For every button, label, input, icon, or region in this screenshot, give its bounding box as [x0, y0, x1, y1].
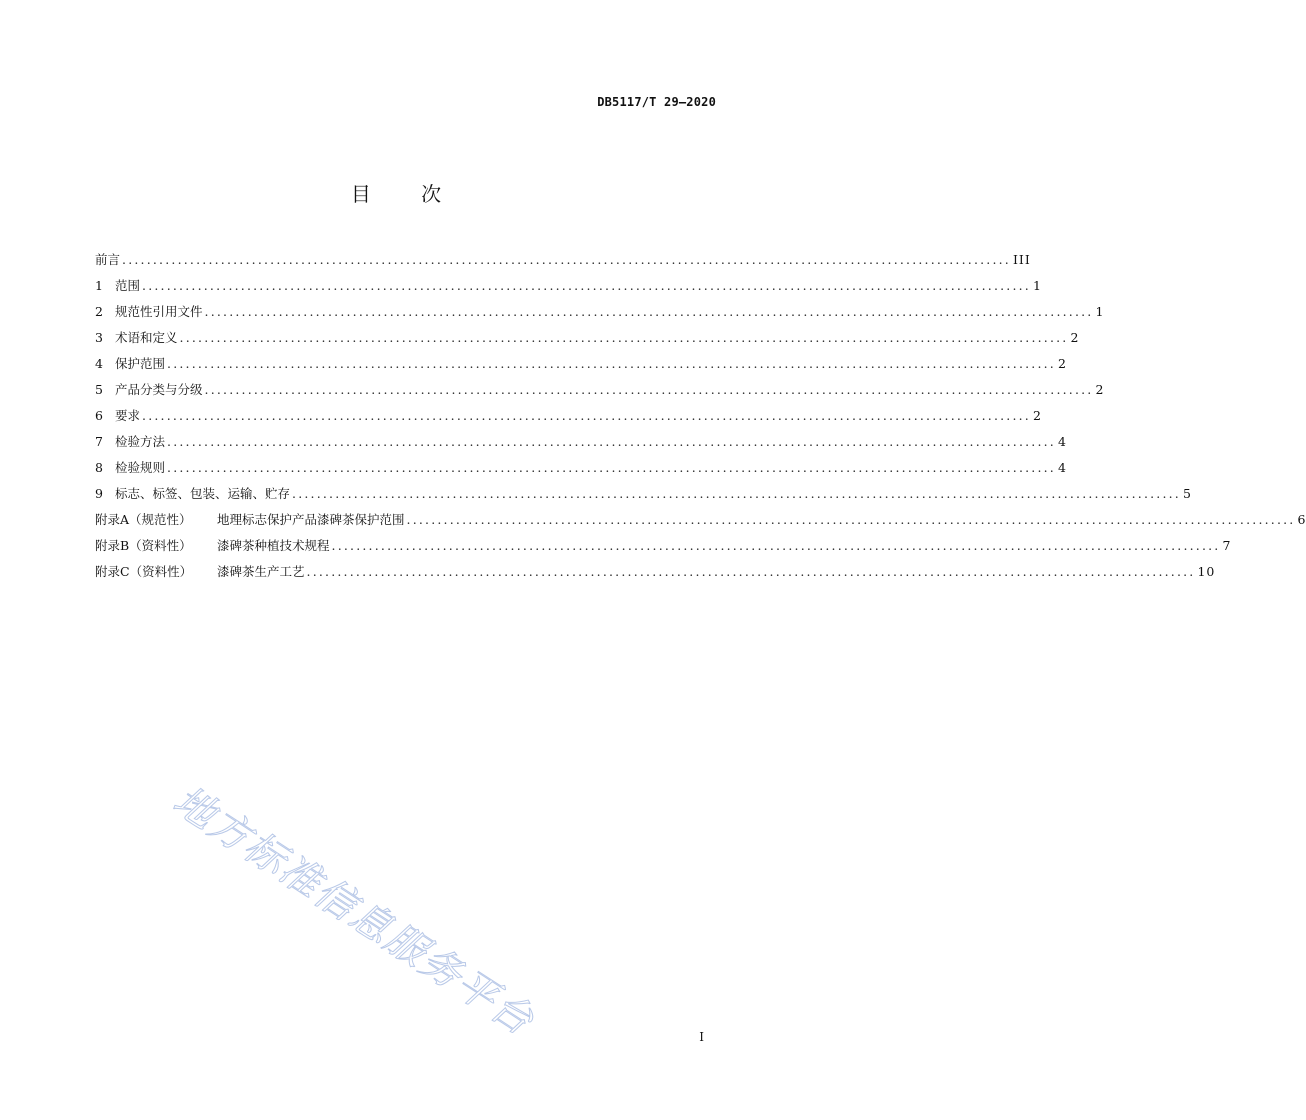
toc-item-label: 范围: [115, 278, 141, 293]
standard-code: DB5117/T 29—2020: [597, 95, 716, 109]
toc-item-label: 标志、标签、包装、运输、贮存: [115, 486, 291, 501]
toc-item-number: 1: [95, 278, 103, 293]
watermark-text: 地方标准信息服务平台: [165, 777, 543, 1045]
toc-item-label: 要求: [115, 408, 141, 423]
toc-leader-dots: ................................................................................................................................................: [406, 512, 1296, 527]
toc-leader-dots: ................................................................................................................................................: [167, 460, 1056, 475]
toc-item-label: 规范性引用文件: [115, 304, 203, 319]
toc-item[interactable]: [95, 458, 1067, 484]
toc-item-number: 2: [95, 304, 103, 319]
toc-appendix-item[interactable]: [95, 562, 1216, 588]
toc-item-page: 5: [1182, 486, 1192, 501]
toc-item-label: 检验规则: [115, 460, 166, 475]
toc-item-number: 8: [95, 460, 103, 475]
toc-appendix-entry: [95, 536, 330, 554]
toc-item-label: 保护范围: [115, 356, 166, 371]
toc-leader-dots: ................................................................................................................................................: [306, 564, 1196, 579]
toc-item-page: 4: [1057, 460, 1067, 475]
toc-item[interactable]: [95, 354, 1067, 380]
appendix-prefix: 附录C（资料性）: [95, 564, 193, 579]
toc-item-number: 7: [95, 434, 103, 449]
toc-leader-dots: ................................................................................................................................................: [331, 538, 1221, 553]
toc-leader-dots: ................................................................................................................................................: [204, 382, 1094, 397]
toc-item-page: 1: [1032, 278, 1042, 293]
toc-item[interactable]: [95, 432, 1067, 458]
toc-leader-dots: ................................................................................................................................................: [142, 408, 1031, 423]
toc-item-number: 9: [95, 486, 103, 501]
page-title: 目 次: [350, 182, 464, 206]
toc-item-label: 漆碑茶生产工艺: [217, 564, 305, 579]
toc-item-page: 1: [1095, 304, 1105, 319]
toc-item-label: 术语和定义: [115, 330, 178, 345]
toc-item-page: 2: [1095, 382, 1105, 397]
toc-leader-dots: ................................................................................................................................................: [167, 356, 1056, 371]
toc-appendix-entry: [95, 510, 405, 528]
toc-item[interactable]: [95, 380, 1105, 406]
toc-leader-dots: ................................................................................................................................................: [179, 330, 1069, 345]
toc-item-number: 3: [95, 330, 103, 345]
toc-appendix-entry: [95, 562, 305, 580]
toc-appendix-item[interactable]: [95, 536, 1232, 562]
toc-item[interactable]: [95, 484, 1192, 510]
toc-item-number: 5: [95, 382, 103, 397]
toc-item-label: 地理标志保护产品漆碑茶保护范围: [217, 512, 405, 527]
toc-item-label: 漆碑茶种植技术规程: [217, 538, 330, 553]
toc-item-page: 10: [1197, 564, 1216, 579]
toc-leader-dots: ................................................................................................................................................: [142, 278, 1031, 293]
table-of-contents: [95, 250, 1306, 588]
toc-item-page: 2: [1057, 356, 1067, 371]
toc-item-page: 2: [1032, 408, 1042, 423]
appendix-prefix: 附录A（规范性）: [95, 512, 192, 527]
toc-item[interactable]: [95, 276, 1042, 302]
toc-item-page: III: [1012, 252, 1031, 267]
toc-leader-dots: ................................................................................................................................................: [204, 304, 1094, 319]
toc-item-number: 4: [95, 356, 103, 371]
toc-item[interactable]: [95, 406, 1042, 432]
toc-item-page: 4: [1057, 434, 1067, 449]
toc-item-page: 2: [1070, 330, 1080, 345]
toc-item-label: 产品分类与分级: [115, 382, 203, 397]
toc-item[interactable]: [95, 250, 1031, 276]
toc-item[interactable]: [95, 302, 1105, 328]
toc-leader-dots: ................................................................................................................................................: [122, 252, 1011, 267]
toc-item-page: 7: [1222, 538, 1232, 553]
toc-item[interactable]: [95, 328, 1080, 354]
toc-item-number: 6: [95, 408, 103, 423]
toc-item-label: 检验方法: [115, 434, 166, 449]
toc-leader-dots: ................................................................................................................................................: [292, 486, 1181, 501]
appendix-prefix: 附录B（资料性）: [95, 538, 192, 553]
toc-item-label: 前言: [95, 252, 121, 267]
toc-item-page: 6: [1297, 512, 1306, 527]
toc-leader-dots: ................................................................................................................................................: [167, 434, 1056, 449]
toc-appendix-item[interactable]: [95, 510, 1306, 536]
page-number: I: [699, 1030, 704, 1044]
